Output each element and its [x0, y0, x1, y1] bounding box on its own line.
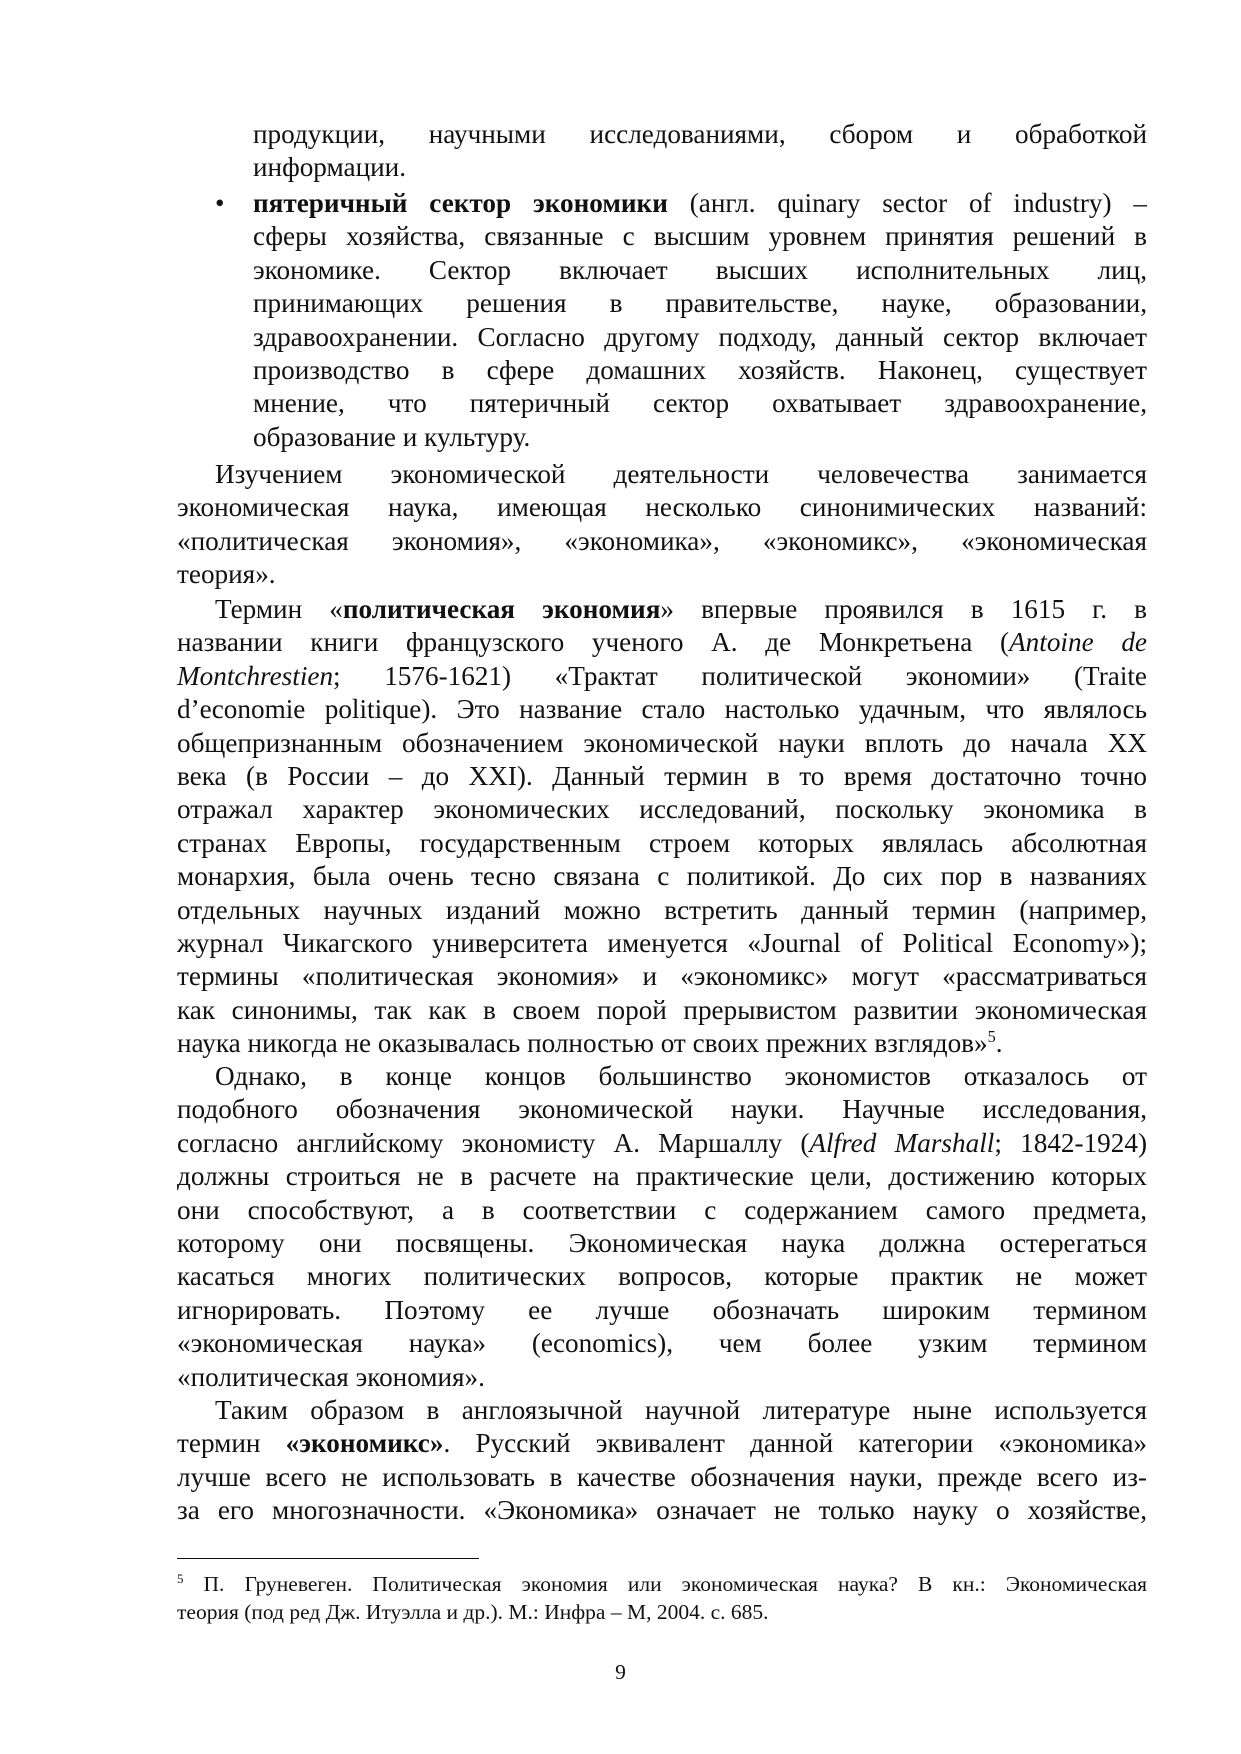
text-run: согласно английскому экономисту А. Маршаллу ( [177, 1127, 810, 1158]
text-run: наука никогда не оказывалась полностью от своих прежних взглядов» [177, 1028, 988, 1059]
footnote [177, 1570, 1147, 1626]
text-line: Таким образом в англоязычной научной литературе ныне используется [215, 1395, 1147, 1425]
footnote-reference[interactable]: 5 [987, 1027, 996, 1047]
text-line: экономическая наука, имеющая несколько синонимических названий: [177, 492, 1147, 523]
text-line: информации. [253, 152, 407, 183]
text-run: ; 1576-1621) «Трактат политической экономии» (Traite [333, 660, 1147, 691]
text-line: они способствуют, а в соответствии с содержанием самого предмета, [177, 1194, 1147, 1225]
text-line [177, 593, 1147, 626]
text-line: продукции, научными исследованиями, сбором и обработкой [253, 119, 1147, 149]
text-line: века (в России – до XXI). Данный термин в то время достаточно точно [177, 761, 1147, 792]
text-run: (англ. quinary sector of industry) – [667, 188, 1148, 218]
text-line: отдельных научных изданий можно встретить данный термин (например, [177, 894, 1147, 925]
text-line: принимающих решения в правительстве, науке, образовании, [253, 288, 1147, 319]
paragraph [177, 458, 1147, 592]
text-line: за его многозначности. «Экономика» означает не только науку о хозяйстве, [177, 1495, 1147, 1526]
text-line: мнение, что пятеричный сектор охватывает здравоохранение, [253, 388, 1147, 419]
text-line: лучше всего не использовать в качестве обозначения науки, прежде всего из- [177, 1461, 1147, 1492]
text-line: теория». [177, 559, 276, 590]
paragraph [177, 593, 1147, 1061]
text-line: «экономическая наука» (economics), чем более узким термином [177, 1328, 1147, 1359]
bullet-list-item [215, 187, 1148, 454]
text-line: подобного обозначения экономической науки. Научные исследования, [177, 1094, 1147, 1125]
text-run: П. Груневеген. Политическая экономия или экономическая наука? В кн.: Экономическая [183, 1572, 1147, 1596]
italic-run: Alfred Marshall [809, 1127, 995, 1158]
text-line: Однако, в конце концов большинство экономистов отказалось от [215, 1061, 1147, 1091]
bold-term: «экономикс» [285, 1428, 444, 1459]
text-line [177, 1427, 1147, 1460]
text-run: ; 1842-1924) [994, 1127, 1147, 1158]
text-line: «политическая экономия». [177, 1361, 485, 1392]
text-line [177, 626, 1147, 659]
text-line: касаться многих политических вопросов, которые практик не может [177, 1261, 1147, 1292]
text-run: названии книги французского ученого А. де Монкретьена ( [177, 627, 1010, 658]
paragraph [177, 1394, 1147, 1528]
text-run: . Русский эквивалент данной категории «экономика» [443, 1428, 1147, 1459]
text-line [177, 1127, 1147, 1160]
bold-term: пятеричный сектор экономики [253, 188, 668, 218]
bullet-icon: • [215, 188, 225, 218]
text-line: которому они посвящены. Экономическая наука должна остерегаться [177, 1228, 1147, 1259]
text-run: . [995, 1028, 1003, 1059]
list-item-continuation [253, 118, 1147, 185]
text-line: производство в сфере домашних хозяйств. Наконец, существует [253, 355, 1147, 386]
text-line: отражал характер экономических исследований, поскольку экономика в [177, 794, 1147, 825]
text-line: образование и культуру. [253, 421, 531, 452]
text-run: термин [177, 1428, 286, 1459]
text-line: экономике. Сектор включает высших исполнительных лиц, [253, 254, 1147, 285]
text-line: Изучением экономической деятельности человечества занимается [215, 459, 1147, 489]
text-line: термины «политическая экономия» и «экономикс» могут «рассматриваться [177, 961, 1147, 992]
text-line: d’economie politique). Это название стало настолько удачным, что являлось [177, 694, 1147, 725]
text-line: сферы хозяйства, связанные с высшим уровнем принятия решений в [253, 221, 1147, 252]
paragraph [177, 1060, 1147, 1394]
text-line [177, 660, 1147, 693]
text-line: странах Европы, государственным строем которых являлась абсолютная [177, 827, 1147, 858]
text-line [253, 187, 1147, 220]
text-line: монархия, была очень тесно связана с политикой. До сих пор в названиях [177, 861, 1147, 892]
text-line: журнал Чикагского университета именуется «Journal of Political Economy»); [177, 928, 1147, 959]
page-number: 9 [615, 1660, 626, 1684]
text-line: «политическая экономия», «экономика», «экономикс», «экономическая [177, 525, 1147, 556]
text-run: » впервые проявился в 1615 г. в [660, 594, 1147, 624]
text-line [177, 1570, 1147, 1598]
text-run: Термин « [215, 594, 343, 624]
text-line: общепризнанным обозначением экономической науки вплоть до начала XX [177, 727, 1147, 758]
text-line [177, 1027, 1147, 1060]
text-line: должны строиться не в расчете на практические цели, достижению которых [177, 1161, 1147, 1192]
italic-run: Montchrestien [177, 660, 334, 691]
text-line: здравоохранении. Согласно другому подходу, данный сектор включает [253, 321, 1147, 352]
footnote-divider [177, 1558, 479, 1559]
italic-run: Antoine de [1009, 627, 1147, 658]
footnote-number: 5 [177, 1571, 184, 1586]
text-line: игнорировать. Поэтому ее лучше обозначать широким термином [177, 1294, 1147, 1325]
text-line: как синонимы, так как в своем порой прерывистом развитии экономическая [177, 994, 1147, 1025]
bold-term: политическая экономия [342, 594, 661, 624]
text-line: теория (под ред Дж. Итуэлла и др.). М.: Инфра – М, 2004. с. 685. [177, 1600, 769, 1624]
